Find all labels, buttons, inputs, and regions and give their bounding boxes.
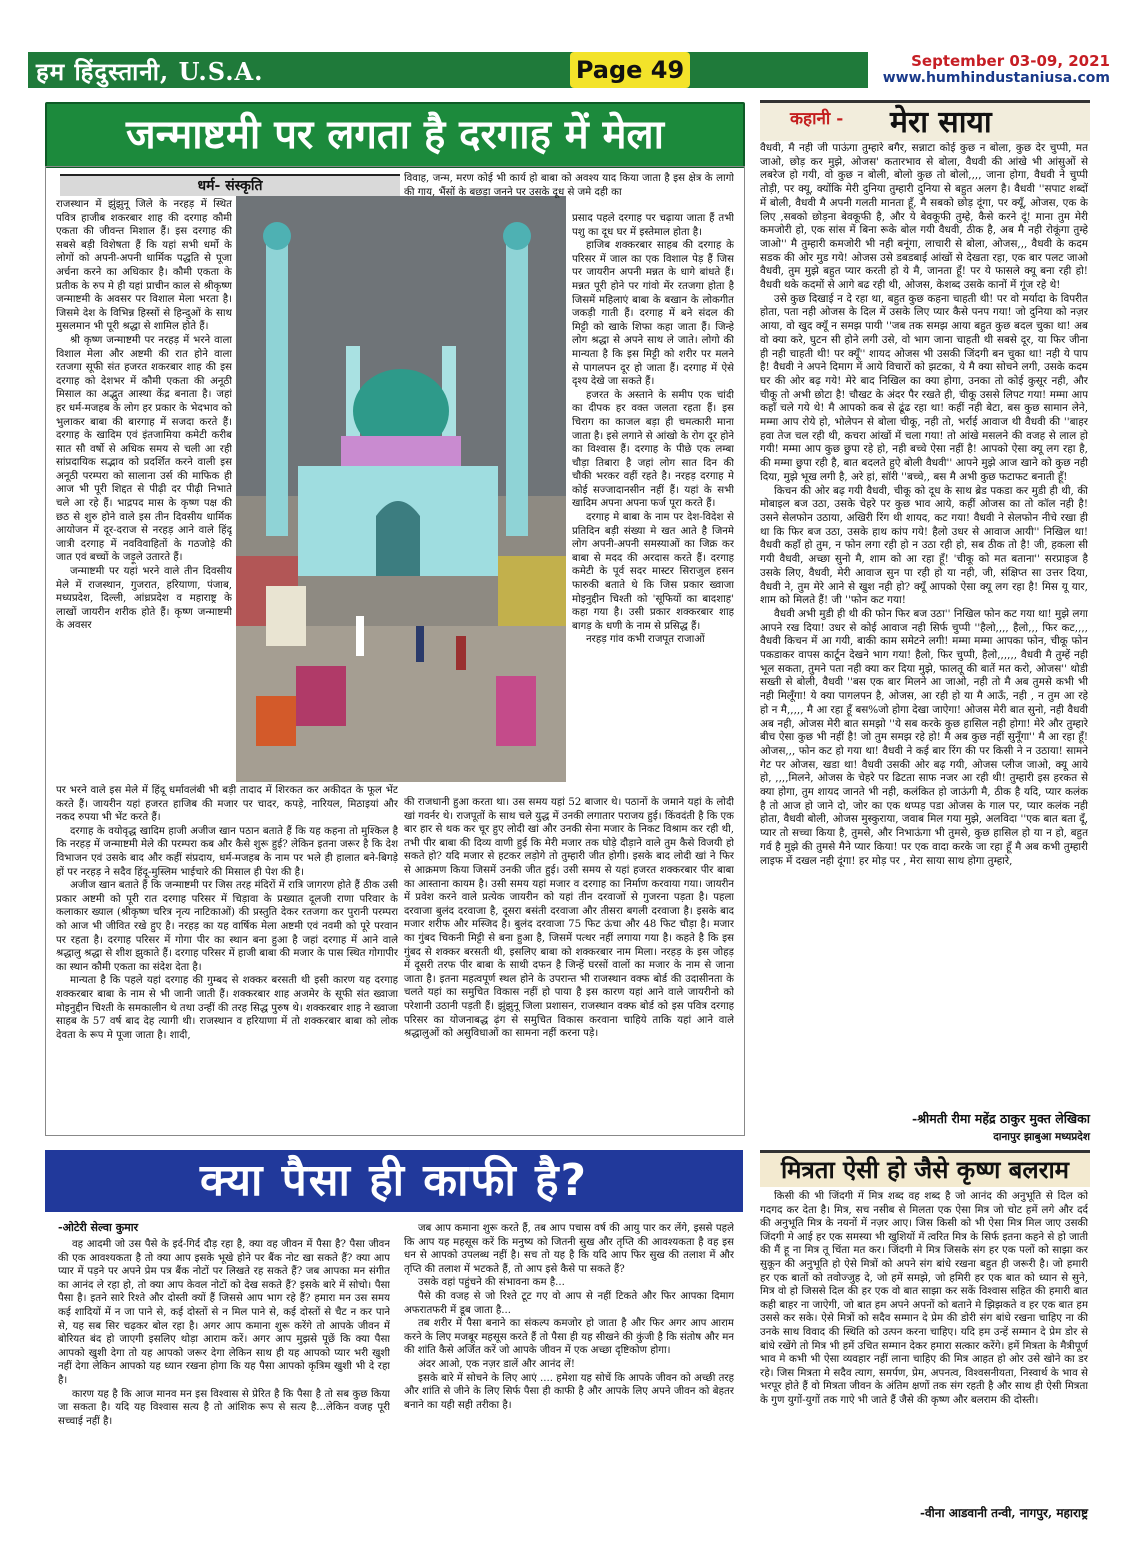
story-author: -श्रीमती रीमा महेंद्र ठाकुर मुक्त लेखिका [912,1111,1090,1126]
paragraph: पर भरने वाले इस मेले में हिंदू धर्मावलंबी भी बड़ी तादाद में शिरकत कर अकीदत के फूल भेंट करते हैं। जायरीन यहां हजरत हाजिब की मजार पर चादर, कपड़े, नारियल, मिठाइयां और नकद रुपया भी भेंट करते हैं। [56,785,398,824]
issue-date: September 03-09, 2021 [911,52,1110,70]
paragraph: कारण यह है कि आज मानव मन इस विश्वास से प्रेरित है कि पैसा है तो सब कुछ किया जा सकता है। यदि यह विश्वास सत्य है तो आंशिक रूप से सत्य है...लेकिन वजह पूरी सच्चाई नहीं है। [58,1388,390,1427]
mitrata-author: -वीना आडवानी तन्वी, नागपुर, महाराष्ट्र [920,1506,1088,1520]
paragraph: इसके बारे में सोचने के लिए आएं .... हमेशा यह सोचें कि आपके जीवन को अच्छी तरह और शांति से जीने के लिए सिर्फ पैसा ही काफी है और आपके लिए अपने जीवन को बेहतर बनाने का यही सही तरीका है। [404,1372,734,1411]
paisa-col2 [404,1222,734,1518]
paragraph: दरगाह के वयोवृद्ध खादिम हाजी अजीज खान पठान बताते हैं कि यह कहना तो मुश्किल है कि नरहड़ में जन्माष्टमी मेले की परम्परा कब और कैसे शुरू हुई? लेकिन इतना जरूर है कि देश विभाजन एवं उसके बाद और कहीं संप्रदाय, धर्म-मजहब के नाम पर भले ही हालात बने-बिगड़े हों पर नरहड़ ने सदैव हिंदू-मुस्लिम भाईचारे की मिसाल ही पेश की है। [56,825,398,878]
paragraph: पैसे की वजह से जो रिश्ते टूट गए वो आप से नहीं टिकते और फिर आपका दिमाग अफरातफरी में डूब जाता है... [404,1290,734,1316]
paragraph: उसके वहां पहुंचने की संभावना कम है... [418,1277,565,1289]
paragraph: तब शरीर में पैसा बनाने का संकल्प कमजोर हो जाता है और फिर अगर आप आराम करने के लिए मजबूर महसूस करते हैं तो पैसा ही यह सीखने की कुंजी है कि संतोष और मन की शांति कैसे अर्जित करें जो आपके जीवन में एक अच्छा दृष्टिकोण होगा। [404,1318,734,1357]
paisa-author: -ओटेरी सेल्वा कुमार [58,1221,139,1234]
paragraph: हाजिब शक्करबार साहब की दरगाह के परिसर में जाल का एक विशाल पेड़ हैं जिस पर जायरीन अपनी मन्नत के धागे बांधते हैं। मन्नत पूरी होने पर गांवो मेंर रतजगा होता है जिसमें महिलाएं बाबा के बखान के लोकगीत जकड़ी गाती हैं। दरगाह में बने संदल की मिट्टी को खाके शिफा कहा जाता हैं। जिन्हे लोग श्रद्धा से अपने साथ ले जाते। लोगो की मान्यता है कि इस मिट्टी को शरीर पर मलने से पागलपन दूर हो जाता हैं। दरगाह में ऐसे दृश्य देखे जा सकते हैं। [572,240,734,388]
paragraph: नरहड़ गांव कभी राजपूत राजाओं [586,634,705,646]
paragraph: की राजधानी हुआ करता था। उस समय यहां 52 बाजार थे। पठानों के जमाने यहां के लोदी खां गवर्नर थे। राजपूतों के साथ चले युद्ध में उनकी लगातार पराजय हुई। किंवदंती है कि एक बार हार से थक कर चूर हुए लोदी खां और उनकी सेना मजार के निकट विश्राम कर रही थी, तभी पीर बाबा की दिव्य वाणी हुई कि मेरी मजार तक घोड़े दौड़ाने वाले तुम कैसे विजयी हो सकते हो? यदि मजार से हटकर लड़ोगे तो तुम्हारी जीत होगी। इसके बाद लोदी खां ने फिर से आक्रमण किया जिसमें उनकी जीत हुई। उसी समय से यहां हजरत शक्करबार पीर बाबा का आस्ताना कायम है। उसी समय यहां मजार व दरगाह का निर्माण करवाया गया। जायरीन में प्रवेश करने वाले प्रत्येक जायरीन को यहां तीन दरवाजों से गुजरना पड़ता है। पहला दरवाजा बुलंद दरवाजा है, दूसरा बसंती दरवाजा और तीसरा बगली दरवाजा है। इसके बाद मजार शरीफ और मस्जिद है। बुलंद दरवाजा 75 फिट ऊंचा और 48 फिट चौड़ा है। मजार का गुंबद चिकनी मिट्टी से बना हुआ है, जिसमें पत्थर नहीं लगाया गया है। कहते है कि इस गुंबद से शक्कर बरसती थी, इसलिए बाबा को शक्करबार नाम मिला। नरहड़ के इस जोहड़ में दूसरी तरफ पीर बाबा के साथी दफन है जिन्हें घरसों वालों का मजार के नाम से जाना जाता है। इतना महत्वपूर्ण स्थल होने के उपरान्त भी राजस्थान वक्फ बोर्ड की उदासीनता के चलते यहां का समुचित विकास नहीं हो पाया है इस कारण यहां आने वाले जायरीनो को परेशानी उठानी पड़ती हैं। झुंझुनू जिला प्रशासन, राजस्थान वक्फ बोर्ड को इस पवित्र दरगाह परिसर का योजनाबद्ध ढ़ंग से समुचित विकास करवाना चाहिये ताकि यहां आने वाले श्रद्धालुओं को असुविधाओं का सामना नहीं करना पड़े। [404,797,734,1040]
paragraph: किचन की ओर बढ़ गयी वैधवी, चीकू को दूध के साथ ब्रेड पकडा कर मुडी ही थी, की मोबाइल बज उठा, उसके चेहरे पर कुछ भाव आये, कहीं ओजस का तो कॉल नही है! उसने सेलफोन उठाया, अखिरी रिंग थी शायद, कट गया! वैधवी ने सेलफोन नीचे रखा ही था कि फिर बज उठा, उसके हाथ कांप गये! हैलो उधर से आवाज आयी'' निखिल था! वैधवी कहाँ हो तुम, न फोन लगा रही हो न उठा रही हो, सब ठीक तो है! जी, हकला सी गयी वैधवी, अच्छा सुनो मै, शाम को आ रहा हूँ! 'चीकू को मत बताना'' सरप्राइज है उसके लिए, वैधवी, मेरी आवाज सुन पा रही हो या नही, जी, संक्षिप्त सा उत्तर दिया, वैधवी ने, तुम मेरे आने से खुश नही हो? क्यूँ आपको ऐसा क्यू लग रहा है! मिस यू यार, शाम को मिलते हैं! जी ''फोन कट गया! [760,484,1088,607]
paisa-col1 [58,1238,390,1518]
paragraph: श्री कृष्ण जन्माष्टमी पर नरहड़ में भरने वाला विशाल मेला और अष्टमी की रात होने वाला रतजगा सूफी संत हजरत शकरबार शाह की इस दरगाह को देशभर में कौमी एकता की अनूठी मिसाल का अद्भुत आस्था केंद्र बनाता है। जहां हर धर्म-मजहब के लोग हर प्रकार के भेदभाव को भुलाकर बाबा की बारगाह में सजदा करते हैं। दरगाह के खादिम एवं इंतजामिया कमेटी करीब सात सौ वर्षो से अधिक समय से चली आ रही सांप्रदायिक सद्भाव को प्रदर्शित करने वाली इस अनूठी परम्परा को सालाना उर्स की माफिक ही आज भी पूरी शिद्दत से पीढ़ी दर पीढ़ी निभाते चले आ रहे हैं। भाद्रपद मास के कृष्ण पक्ष की छठ से शुरु होने वाले इस तीन दिवसीय धार्मिक आयोजन में दूर-दराज से नरहड़ आने वाले हिंदू जात्री दरगाह में नवविवाहितों के गठजोड़े की जात एवं बच्चों के जड़ूले उतारते हैं। [56,334,232,564]
paragraph: प्रसाद पहले दरगाह पर चढ़ाया जाता हैं तभी पशु का दूध घर में इस्तेमाल होता है। [572,213,734,238]
website-link[interactable]: www.humhindustaniusa.com [882,70,1110,86]
mitrata-headline: मित्रता ऐसी हो जैसे कृष्ण बलराम [760,1150,1090,1187]
main-article-col2-wide [404,796,734,1130]
paragraph: वैधवी, मै नही जी पाऊंगा तुम्हारे बगैर, सन्नाटा कोई कुछ न बोला, कुछ देर चुप्पी, मत जाओ, छोड़ कर मुझे, ओजस' कतारभाव से बोला, वैधवी की आंखे भी आंसुओं से लबरेज हो गयी, वो कुछ न बोली, बोलो कुछ तो बोलो,,,, जाना होगा, वैधवी ने चुप्पी तोड़ी, पर क्यू, क्योंकि मेरी दुनिया तुम्हारी दुनिया से बहुत अलग है। वैधवी ''सपाट शब्दों में बोली, वैधवी मै अपनी गलती मानता हूँ, मै सबको छोड़ दूंगा, पर क्यूँ, ओजस, एक के लिए ,सबको छोड़ना बेवकूफी है, और ये बेवकूफी तुम्हे, कैसे करने दूं! माना तुम मेरी कमजोरी हो, एक सांस में बिना रूके बोल गयी वैधवी, ठीक है, अब मै नही रोकूंगा तुम्हे जाओ'' मै तुम्हारी कमजोरी भी नही बनूंगा, लाचारी से बोला, ओजस,,, वैधवी के कदम सडक की ओर मुड गये! ओजस उसे डबडबाई आंखों से देखता रहा, एक बार पलट जाओ वैधवी, तुम मुझे बहुत प्यार करती हो ये मै, जानता हूँ! पर ये फासले क्यू बना रही हो! वैधवी थके कदमों से आगे बढ रही थी, ओजस, केशब्द उसके कानों में गूंज रहे थे! [760,142,1088,292]
paragraph: उसे कुछ दिखाई न दे रहा था, बहुत कुछ कहना चाहती थी! पर वो मर्यादा के विपरीत होता, पता नही ओजस के दिल में उसके लिए प्यार कैसे पनप गया! जो दुनिया को नज़र आया, वो खुद क्यूँ न समझ पायी ''जब तक समझ आया बहुत कुछ बदल चुका था! अब वो क्या करे, घुटन सी होने लगी उसे, वो भाग जाना चाहती थी सबसे दूर, या फिर जीना ही नही चाहती थी! पर क्यूँ'' शायद ओजस भी उसकी जिंदगी बन चुका था! नही ये पाप है! वैधवी ने अपने दिमाग में आये विचारों को झटका, ये मै क्या सोचने लगी, उसके कदम घर की ओर बढ़ गये! मेरे बाद निखिल का क्या होगा, उनका तो कोई कुसूर नही, और चीकू तो अभी छोटा है! चौखट के अंदर पैर रखते ही, चीकू उससे लिपट गया! मम्मा आप कहाँ चले गये थे! मै आपको कब से ढूंढ रहा था! कहीं नही बेटा, बस कुछ सामान लेने, मम्मा आप रोये हो, भोलेपन से बोला चीकू, नही तो, भर्राई आवाज थी वैधवी की ''बाहर हवा तेज चल रही थी, कचरा आंखों में चला गया! तो आंखे मसलने की वजह से लाल हो गयी! मम्मा आप कुछ छुपा रहे हो, नही बच्चे ऐसा नहीं है! आपको ऐसा क्यू लग रहा है, की मम्मा छुपा रही है, बात बदलते हुऐ बोली वैधवी'' आपने मुझे आज खाने को कुछ नही दिया, मुझे भूख लगी है, अरे हां, सॉरी ''बच्चे,, बस मै अभी कुछ फटाफट बनाती हूँ! [760,292,1088,483]
paragraph: दरगाह मे बाबा के नाम पर देश-विदेश से प्रतिदिन बड़ी संख्या मे खत आते है जिनमे लोग अपनी-अपनी समस्याओं का जिक्र कर बाबा से मदद की अरदास करते हैं। दरगाह कमेटी के पूर्व सदर मास्टर सिराजुल हसन फारुकी बताते थे कि जिस प्रकार ख्वाजा मोइनुद्दीन चिश्ती को 'सूफियों का बादशाह' कहा गया है। उसी प्रकार शक्करबार शाह बागड़ के धणी के नाम से प्रसिद्ध हैं। [572,512,734,632]
paragraph: किसी की भी जिंदगी में मित्र शब्द वह शब्द है जो आनंद की अनुभूति से दिल को गदगद कर देता है। मित्र, सच नसीब से मिलता एक ऐसा मित्र जो चोट हमें लगे और दर्द की अनुभूति मित्र के नयनों में नज़र आए। जिस किसी को भी ऐसा मित्र मिल जाए उसकी जिंदगी मे आई हर एक समस्या भी खुशियों में त्वरित मित्र के सिर्फ इतना कहने से हो जाती की मैं हू ना मित्र तू चिंता मत कर। जिंदगी मे मित्र जिसके संग हर एक पलों को साझा कर सुकून की अनुभूति हो ऐसे मित्रों को अपने संग बांधे रखना बहुत ही जरूरी है। जो हमारी हर एक बातों को तवोज्जुह दे, जो हमें समझे, जो हमिरी हर एक बात को ध्यान से सुने, मित्र वो हो जिससे दिल की हर एक वो बात साझा कर सकें विश्वास सहित की हमारी बात कही बाहर ना जाऐगी, जो बात हम अपने अपनों को बताने मे झिझकते व हर एक बात हम उससे कर सके। ऐसे मित्रों को सदैव सम्मान दे प्रेम की डोरी संग बांधे रखना चाहिए ना की उनके साथ विवाद की स्थिति को उत्पन करना चाहिए। यदि हम उन्हें सम्मान दे प्रेम डोर से बांधे रखेंगे तो मित्र भी हमें उचित सम्मान देकर हमारा सत्कार करेंगे। हमें मित्रता के मैत्रीपूर्ण भाव मे कभी भी ऐसा व्यवहार नहीं लाना चाहिए की मित्र आहत हो ओर उसे खोने का डर रहे। जिस मित्रता मे सदैव त्याग, समर्पण, प्रेम, अपनत्व, विश्वसनीयता, निस्वार्थ के भाव से भरपूर होते हैं वो मित्रता जीवन के अंतिम क्षणों तक संग रहती है और साथ ही ऐसी मित्रता के गुण युगों-युगों तक गाऐ भी जाते हैं जैसे की कृष्ण और बलराम की दोस्ती। [760,1190,1088,1406]
page-number-badge: Page 49 [570,52,690,88]
section-label: धर्म- संस्कृति [60,174,400,196]
story-label: कहानी - [790,109,844,129]
paragraph: विवाह, जन्म, मरण कोई भी कार्य हो बाबा को अवश्य याद किया जाता है इस क्षेत्र के लागो की गाय, भैंसों के बछड़ा जनने पर उसके दूध से जमे दही का [404,173,734,198]
mitrata-body [760,1190,1088,1498]
story-author-place: दानापुर झाबुआ मध्यप्रदेश [993,1131,1090,1143]
story-title: मेरा साया [890,105,992,140]
story-body [760,142,1088,1102]
dargah-illustration [236,196,566,782]
main-article-col2-top [404,172,734,214]
paragraph: जब आप कमाना शुरू करते हैं, तब आप पचास वर्ष की आयु पार कर लेंगे, इससे पहले कि आप यह महसूस करें कि मनुष्य को जितनी सुख और तृप्ति की आवश्यकता है वह इस धन से आपको उपलब्ध नहीं है। सच तो यह है कि यदि आप फिर सुख की तलाश में और तृप्ति की तलाश में भटकते हैं, तो आप इसे कैसे पा सकते हैं? [404,1223,734,1275]
paragraph: मान्यता है कि पहले यहां दरगाह की गुम्बद से शक्कर बरसती थी इसी कारण यह दरगाह शक्करबार बाबा के नाम से भी जानी जाती हैं। शक्करबार शाह अजमेर के सूफी संत ख्वाजा मोइनुद्दीन चिश्ती के समकालीन थे तथा उन्हीं की तरह सिद्ध पुरुष थे। शक्करबार शाह ने ख्वाजा साहब के 57 वर्ष बाद देह त्यागी थी। राजस्थान व हरियाणा में तो शक्करबार बाबा को लोक देवता के रूप मे पूजा जाता है। शादी, [56,975,398,1041]
main-article-col2 [572,212,734,798]
masthead-title: हम हिंदुस्तानी, U.S.A. [36,57,264,86]
paragraph: अंदर आओ, एक नज़र डालें और आनंद लें! [418,1358,575,1370]
main-headline: जन्माष्टमी पर लगता है दरगाह में मेला [45,102,745,168]
main-article-col1 [56,198,232,782]
paragraph: जन्माष्टमी पर यहां भरने वाले तीन दिवसीय मेले में राजस्थान, गुजरात, हरियाणा, पंजाब, मध्यप्रदेश, दिल्ली, आंध्रप्रदेश व महाराष्ट्र के लाखों जायरीन शरीक होते हैं। कृष्ण जन्माष्टमी के अवसर [56,566,232,632]
main-article-col1-wide [56,784,398,1130]
paragraph: वह आदमी जो उस पैसे के इर्द-गिर्द दौड़ रहा है, क्या वह जीवन में पैसा है? पैसा जीवन की एक आवश्यकता है तो क्या आप इसके भूखे होने पर बैंक नोट खा सकते हैं? क्या आप प्यार में पड़ने पर अपने प्रेम पत्र बैंक नोटों पर लिखते रह सकते हैं? जब आपका मन संगीत का आनंद ले रहा हो, तो क्या आप केवल नोटों को देख सकते हैं? इसके बारे में सोचो। पैसा पैसा है। इतने सारे रिश्ते और दोस्ती क्यों हैं जिससे आप भाग रहे हैं? हमारा मन उस समय कई शादियों में न जा पाने से, कई दोस्तों से न मिल पाने से, कई दोस्तों से चैट न कर पाने से, यह सब सिर चढ़कर बोल रहा है। अगर आप कमाना शुरू करेंगे तो आपके जीवन में बोरियत बंद हो जाएगी इसलिए थोड़ा आराम करें। अगर आप मुझसे पूछें कि क्या पैसा आपको खुशी देगा तो यह आपको जरूर देगा लेकिन साथ ही यह आपको प्यार भरी खुशी नहीं देगा लेकिन आपको यह ध्यान रखना होगा कि यह पैसा आपको कृत्रिम खुशी भी दे रहा है। [58,1239,390,1386]
dargah-photo [236,196,566,782]
paragraph: हजरत के अस्ताने के समीप एक चांदी का दीपक हर वक्त जलता रहता हैं। इस चिराग का काजल बड़ा ही चमत्कारी माना जाता है। इसे लगाने से आंखो के रोग दूर होने का विश्वास हैं। दरगाह के पीछे एक लम्बा चौड़ा तिबारा है जहां लोग सात दिन की चौकी भरकर वहीं रहते है। नरहड़ दरगाह मे कोई सज्जादानसीन नहीं हैं। यहां के सभी खादिम अपना अपना फर्ज पूरा करते हैं। [572,389,734,510]
paisa-headline: क्या पैसा ही काफी है? [45,1150,743,1212]
paragraph: राजस्थान में झुंझुनू जिले के नरहड़ में स्थित पवित्र हाजीब शकरबार शाह की दरगाह कौमी एकता की जीवन्त मिशाल हैं। इस दरगाह की सबसे बड़ी विशेषता हैं कि यहां सभी धर्मो के लोगों को अपनी-अपनी धार्मिक पद्धति से पूजा अर्चना करने का अधिकार है। कौमी एकता के प्रतीक के रुप मे ही यहां प्राचीन काल से श्रीकृष्ण जन्माष्टमी के अवसर पर विशाल मेला भरता है। जिसमे देश के विभिन्न हिस्सों से हिन्दुओं के साथ मुसलमान भी पूरी श्रद्धा से शामिल होते हैं। [56,199,232,333]
paragraph: वैधवी अभी मुडी ही थी की फोन फिर बज उठा'' निखिल फोन कट गया था! मुझे लगा आपने रख दिया! उधर से कोई आवाज नही सिर्फ चुप्पी ''हैलो,,,, हैलो,,, फिर कट,,,, वैधवी किचन में आ गयी, बाकी काम समेटने लगी! मम्मा मम्मा आपका फोन, चीकू फोन पकडाकर वापस कार्टून देखने भाग गया! हैलो, फिर चुप्पी, हैलो,,,,,, वैधवी मै तुम्हें नही भूल सकता, तुमने पता नही क्या कर दिया मुझे, फालतू की बातें मत करो, ओजस'' थोडी सख्ती से बोली, वैधवी ''बस एक बार मिलने आ जाओ, नही तो मै अब तुमसे कभी भी नही मिलूँगा! ये क्या पागलपन है, ओजस, आ रही हो या मै आऊँ, नही , न तुम आ रहे हो न मै,,,,, मै आ रहा हूँ बस%जो होगा देखा जाऐगा! ओजस मेरी बात सुनो, नही वैधवी अब नही, ओजस मेरी बात समझो ''ये सब करके कुछ हासिल नही होगा! मेरे और तुम्हारे बीच ऐसा कुछ भी नहीं है! जो तुम समझ रहे हो! मै अब कुछ नहीं सुनूँगा'' मै आ रहा हूँ! ओजस,,, फोन कट हो गया था! वैधवी ने कई बार रिंग की पर किसी ने न उठाया! सामने गेट पर ओजस, खडा था! वैधवी उसकी ओर बढ़ गयी, ओजस प्लीज जाओ, क्यू आये हो, ,,,,मिलने, ओजस के चेहरे पर ढिटता साफ नजर आ रही थी! तुम्हारी इस हरकत से क्या होगा, तुम शायद जानते भी नही, कलंकित हो जाऊंगी मै, ठीक है यदि, प्यार कलंक है तो आज हो जाने दो, जोर का एक थप्पड़ पडा ओजस के गाल पर, प्यार कलंक नही होता, वैधवी बोली, ओजस मुस्कुराया, जवाब मिल गया मुझे, अलविदा ''एक बात बता दूँ, प्यार तो सच्चा किया है, तुमसे, और निभाऊंगा भी तुमसे, कुछ हासिल हो या न हो, बहुत गर्व है मुझे की तुमसे मैने प्यार किया! पर एक वादा करके जा रहा हूँ मै अब कभी तुम्हारी लाइफ में दखल नही दूंगा! हर मोड़ पर , मेरा साया साथ होगा तुम्हारे, [760,607,1088,867]
paragraph: अजीज खान बताते हैं कि जन्माष्टमी पर जिस तरह मंदिरों में रात्रि जागरण होते हैं ठीक उसी प्रकार अष्टमी को पूरी रात दरगाह परिसर में चिड़ावा के प्रख्यात दूलजी राणा परिवार के कलाकार ख्याल (श्रीकृष्ण चरित्र नृत्य नाटिकाओं) की प्रस्तुति देकर रतजगा कर पुरानी परम्परा को आज भी जीवित रखे हुए है। नरहड़ का यह वार्षिक मेला अष्टमी एवं नवमी को पूरे परवान पर रहता है। दरगाह परिसर में गोगा पीर का स्थान बना हुआ है जहां दरगाह में आने वाले श्रद्धालु श्रद्धा से शीश झुकाते हैं। दरगाह परिसर में हाजी बाबा की मजार के पास स्थित गोगापीर का स्थान कौमी एकता का संदेश देता है। [56,880,398,973]
